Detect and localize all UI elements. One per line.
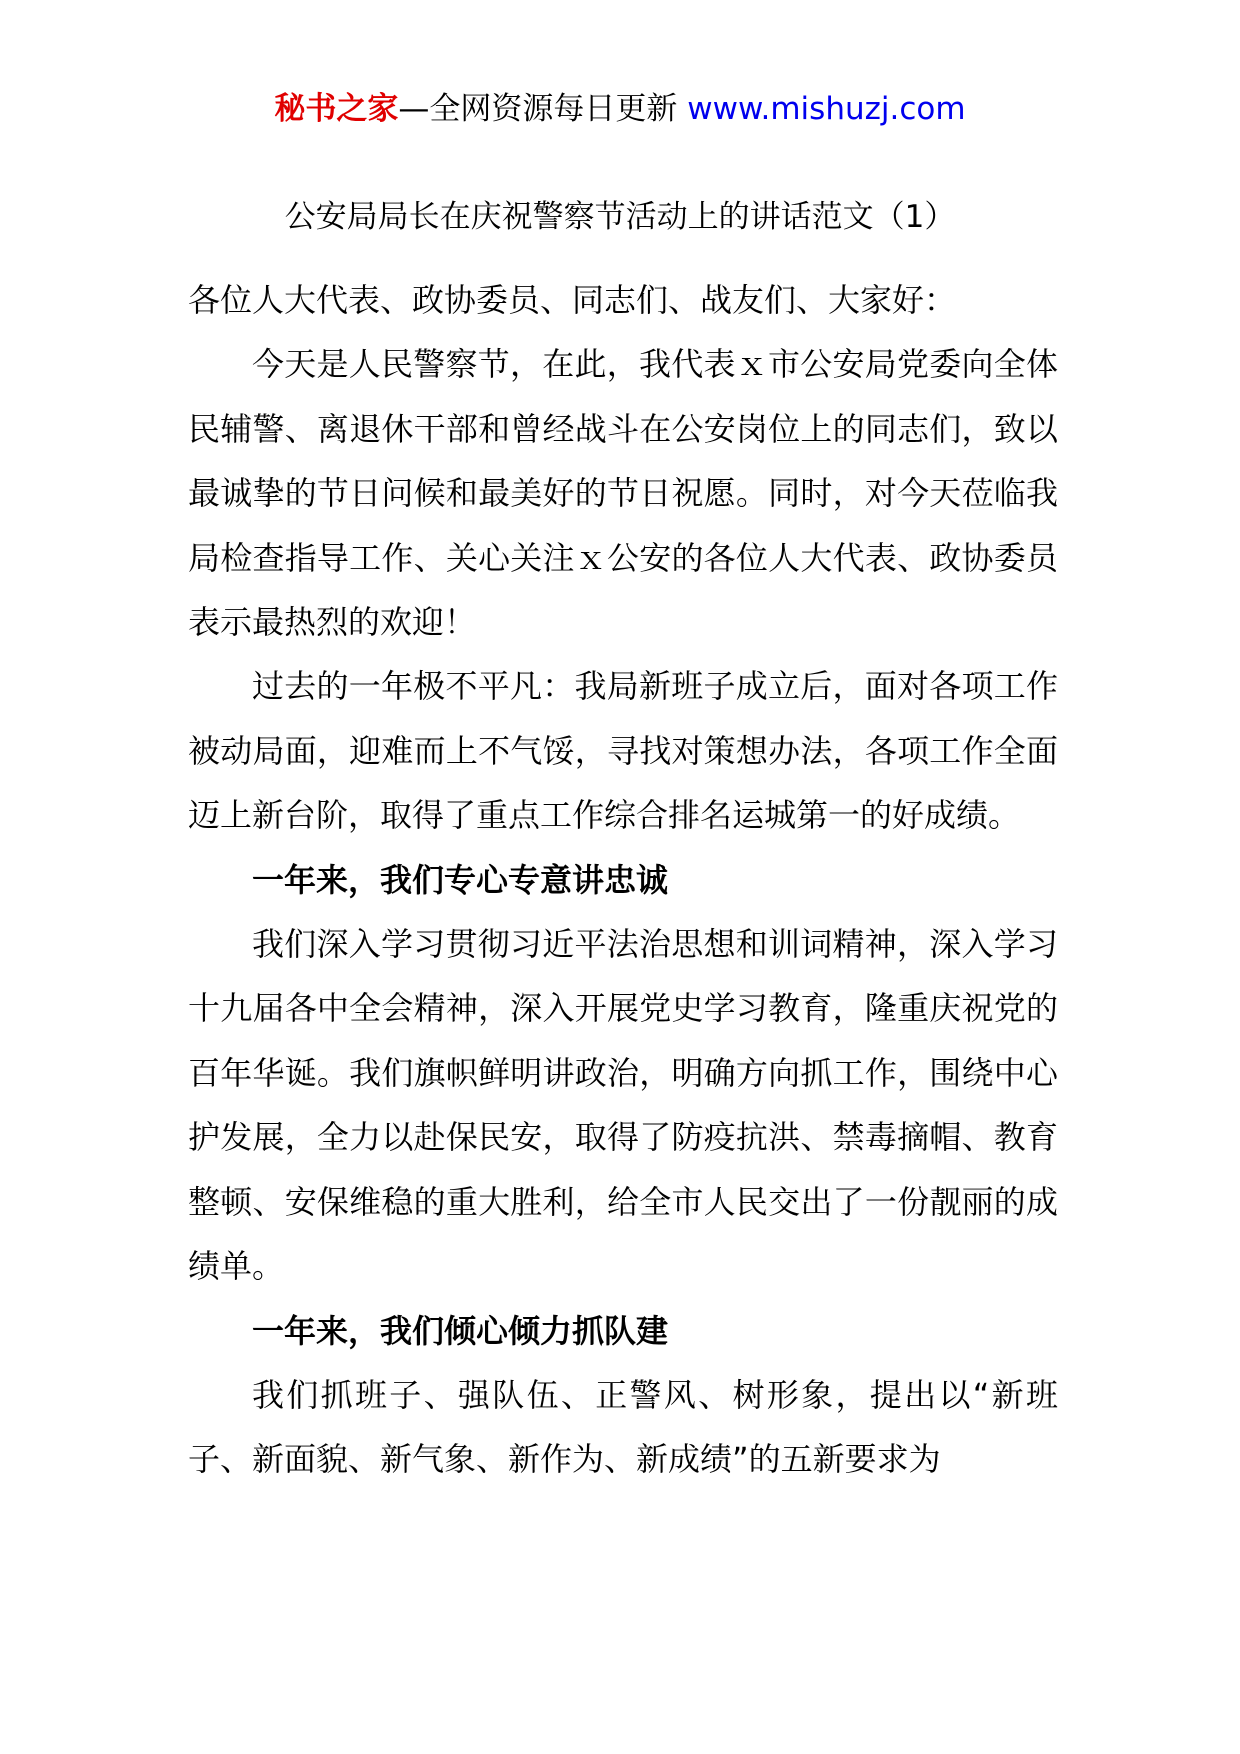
site-url-link[interactable]: www.mishuzj.com xyxy=(687,91,966,127)
header-tagline: —全网资源每日更新 xyxy=(398,91,678,127)
document-body xyxy=(188,268,1058,1492)
site-header xyxy=(0,84,1240,134)
brand-name: 秘书之家 xyxy=(274,91,399,127)
section-heading: 一年来，我们专心专意讲忠诚 xyxy=(252,860,669,899)
salutation: 各位人大代表、政协委员、同志们、战友们、大家好： xyxy=(188,281,957,319)
paragraph: 今天是人民警察节，在此，我代表ｘ市公安局党委向全体民辅警、离退休干部和曾经战斗在公安岗位上的同志们，致以最诚挚的节日问候和最美好的节日祝愿。同时，对今天莅临我局检查指导工作、关心关注ｘ公安的各位人大代表、政协委员表示最热烈的欢迎！ xyxy=(188,345,1058,642)
document-title: 公安局局长在庆祝警察节活动上的讲话范文（1） xyxy=(284,199,956,235)
paragraph: 过去的一年极不平凡：我局新班子成立后，面对各项工作被动局面，迎难而上不气馁，寻找对策想办法，各项工作全面迈上新台阶，取得了重点工作综合排名运城第一的好成绩。 xyxy=(188,667,1058,835)
section-heading: 一年来，我们倾心倾力抓队建 xyxy=(252,1311,669,1350)
paragraph: 我们抓班子、强队伍、正警风、树形象，提出以“新班子、新面貌、新气象、新作为、新成绩”的五新要求为 xyxy=(188,1375,1058,1479)
paragraph: 我们深入学习贯彻习近平法治思想和训词精神，深入学习十九届各中全会精神，深入开展党史学习教育，隆重庆祝党的百年华诞。我们旗帜鲜明讲政治，明确方向抓工作，围绕中心护发展，全力以赴保民安，取得了防疫抗洪、禁毒摘帽、教育整顿、安保维稳的重大胜利，给全市人民交出了一份靓丽的成绩单。 xyxy=(188,925,1058,1286)
